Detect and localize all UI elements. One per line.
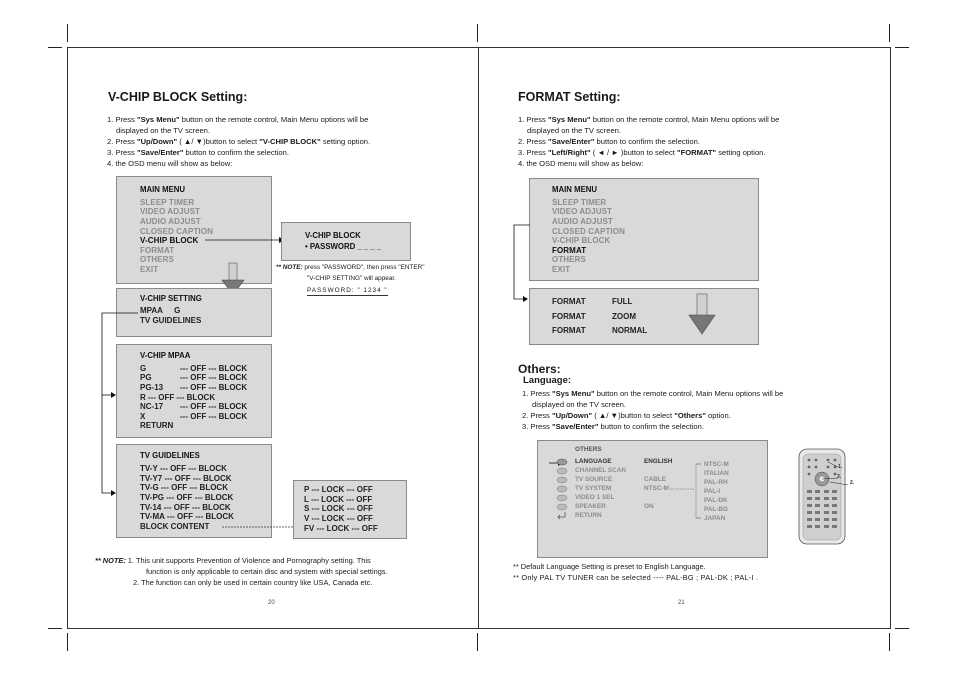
password-field[interactable]: • PASSWORD _ _ _ _ [305, 242, 382, 251]
others-step-3: 3. Press "Save/Enter" button to confirm the selection. [522, 422, 704, 431]
menu-item-vchip-block[interactable]: V-CHIP BLOCK [552, 236, 611, 245]
arrow-right-icon [205, 236, 285, 246]
format-row-value[interactable]: NORMAL [612, 326, 648, 335]
others-menu-title: OTHERS [575, 446, 602, 453]
lock-row[interactable]: S --- LOCK --- OFF [304, 504, 373, 513]
vchip-step-1b: displayed on the TV screen. [116, 126, 210, 135]
menu-item-vchip-block[interactable]: V-CHIP BLOCK [140, 236, 199, 245]
others-title: Others: [518, 362, 561, 376]
remote-label-2: 2. [850, 480, 855, 486]
mpaa-row-value: --- OFF --- BLOCK [180, 364, 248, 373]
crop-mark [48, 628, 62, 629]
vchip-title: V-CHIP BLOCK Setting: [108, 90, 248, 104]
menu-item-closed-caption[interactable]: CLOSED CAPTION [552, 227, 625, 236]
mpaa-row-value: --- OFF --- BLOCK [180, 383, 248, 392]
others-value-language: ENGLISH [644, 458, 673, 465]
down-arrow-icon [689, 294, 715, 334]
main-menu-title: MAIN MENU [140, 185, 186, 194]
vchip-setting-title: V-CHIP SETTING [140, 294, 202, 303]
tv-guideline-row[interactable]: TV-MA --- OFF --- BLOCK [140, 512, 234, 521]
format-title: FORMAT Setting: [518, 90, 621, 104]
tv-system-option[interactable]: PAL-I [704, 488, 721, 495]
remote-label-1: 1. [838, 464, 843, 470]
crop-mark [889, 633, 890, 651]
menu-item-closed-caption[interactable]: CLOSED CAPTION [140, 227, 213, 236]
lock-row[interactable]: V --- LOCK --- OFF [304, 514, 373, 523]
tv-guidelines-title: TV GUIDELINES [140, 451, 200, 460]
page-number-left: 20 [268, 600, 275, 606]
others-item-language[interactable]: LANGUAGE [575, 458, 612, 465]
crop-mark [889, 24, 890, 42]
format-row-label[interactable]: FORMAT [552, 312, 586, 321]
popup-note-line1: press "PASSWORD", then press "ENTER" [304, 264, 425, 271]
mpaa-return[interactable]: RETURN [140, 421, 174, 430]
vchip-setting-tv-guidelines[interactable]: TV GUIDELINES [140, 316, 202, 325]
popup-note-password: PASSWORD: " 1234 " [307, 287, 388, 294]
crop-mark [477, 633, 478, 651]
crop-mark [48, 47, 62, 48]
crop-mark [477, 24, 478, 42]
lock-row[interactable]: L --- LOCK --- OFF [304, 495, 373, 504]
others-item-tv-source[interactable]: TV SOURCE [575, 476, 613, 483]
tv-guideline-row[interactable]: TV-PG --- OFF --- BLOCK [140, 493, 234, 502]
tv-system-bracket [670, 462, 704, 522]
bottom-note-line3: 2. The function can only be used in certain country like USA, Canada etc. [133, 578, 373, 587]
format-step-3: 3. Press "Left/Right" ( ◄ / ► )button to select "FORMAT" setting option. [518, 148, 766, 157]
vchip-popup-title: V-CHIP BLOCK [305, 231, 361, 240]
popup-note-line2: "V-CHIP SETTING" will appear. [307, 275, 396, 282]
format-step-1: 1. Press "Sys Menu" button on the remote control, Main Menu options will be [518, 115, 780, 124]
tv-guideline-row[interactable]: TV-14 --- OFF --- BLOCK [140, 503, 231, 512]
block-content-row[interactable]: BLOCK CONTENT [140, 522, 210, 531]
menu-item-audio-adjust[interactable]: AUDIO ADJUST [140, 217, 201, 226]
main-menu-title-right: MAIN MENU [552, 185, 598, 194]
tv-system-option[interactable]: PAL-DK [704, 497, 728, 504]
option-icons [556, 458, 568, 538]
menu-item-others[interactable]: OTHERS [140, 255, 174, 264]
others-item-return[interactable]: RETURN [575, 512, 602, 519]
bottom-note: ** NOTE: 1. This unit supports Prevention of Violence and Pornography setting. This [95, 556, 371, 565]
others-value-tv-system: NTSC-M [644, 485, 669, 492]
menu-item-sleep-timer[interactable]: SLEEP TIMER [140, 198, 195, 207]
note-default-language: ** Default Language Setting is preset to English Language. [513, 562, 706, 571]
lock-row[interactable]: P --- LOCK --- OFF [304, 485, 373, 494]
format-step-2: 2. Press "Save/Enter" button to confirm the selection. [518, 137, 700, 146]
format-row-label[interactable]: FORMAT [552, 326, 586, 335]
others-step-2: 2. Press "Up/Down" ( ▲/ ▼)button to select "Others" option. [522, 411, 731, 420]
mpaa-row-value: --- OFF --- BLOCK [180, 373, 248, 382]
others-item-tv-system[interactable]: TV SYSTEM [575, 485, 612, 492]
vchip-step-2: 2. Press "Up/Down" ( ▲/ ▼)button to select "V-CHIP BLOCK" setting option. [107, 137, 371, 146]
menu-item-audio-adjust[interactable]: AUDIO ADJUST [552, 217, 613, 226]
lock-row[interactable]: FV --- LOCK --- OFF [304, 524, 378, 533]
format-row-value[interactable]: FULL [612, 297, 633, 306]
format-step-1b: displayed on the TV screen. [527, 126, 621, 135]
menu-item-video-adjust[interactable]: VIDEO ADJUST [140, 207, 201, 216]
tv-guideline-row[interactable]: TV-G --- OFF --- BLOCK [140, 483, 228, 492]
menu-item-others[interactable]: OTHERS [552, 255, 586, 264]
mpaa-row-label[interactable]: X [140, 412, 146, 421]
crop-mark [67, 633, 68, 651]
menu-item-format[interactable]: FORMAT [552, 246, 587, 255]
others-step-1b: displayed on the TV screen. [532, 400, 626, 409]
others-value-speaker: ON [644, 503, 654, 510]
vchip-step-3: 3. Press "Save/Enter" button to confirm the selection. [107, 148, 289, 157]
menu-item-sleep-timer[interactable]: SLEEP TIMER [552, 198, 607, 207]
format-row-label[interactable]: FORMAT [552, 297, 586, 306]
page-number-right: 21 [678, 600, 685, 606]
menu-item-format[interactable]: FORMAT [140, 246, 175, 255]
tv-system-option[interactable]: JAPAN [704, 515, 726, 522]
language-title: Language: [523, 375, 572, 386]
remote-control-icon [798, 448, 850, 546]
menu-item-exit[interactable]: EXIT [140, 265, 159, 274]
mpaa-row-label[interactable]: R --- OFF --- BLOCK [140, 393, 216, 402]
menu-item-exit[interactable]: EXIT [552, 265, 571, 274]
note-pal-tuner: ** Only PAL TV TUNER can be selected ---- PAL-BG ; PAL-DK ; PAL-I . [513, 573, 759, 582]
format-row-value[interactable]: ZOOM [612, 312, 636, 321]
mpaa-row-label[interactable]: G [140, 364, 147, 373]
mpaa-row-value: --- OFF --- BLOCK [180, 402, 248, 411]
remote-label-3: 3. [837, 474, 842, 480]
vchip-setting-mpaa[interactable]: MPAA G [140, 306, 181, 315]
dashed-connector [222, 526, 302, 530]
vchip-step-4: 4. the OSD menu will show as below: [107, 159, 233, 168]
popup-note: ** NOTE: press "PASSWORD", then press "ENTER" [276, 264, 425, 271]
crop-mark [895, 628, 909, 629]
tv-guideline-row[interactable]: TV-Y --- OFF --- BLOCK [140, 464, 227, 473]
others-value-tv-source: CABLE [644, 476, 667, 483]
others-item-channel-scan[interactable]: CHANNEL SCAN [575, 467, 627, 474]
bottom-note-line1: 1. This unit supports Prevention of Violence and Pornography setting. This [127, 556, 371, 565]
others-step-1: 1. Press "Sys Menu" button on the remote control, Main Menu options will be [522, 389, 784, 398]
crop-mark [895, 47, 909, 48]
tv-system-option[interactable]: NTSC-M [704, 461, 729, 468]
mpaa-row-value: --- OFF --- BLOCK [180, 412, 248, 421]
others-item-speaker[interactable]: SPEAKER [575, 503, 606, 510]
mpaa-row-label[interactable]: NC-17 [140, 402, 164, 411]
vchip-step-1: 1. Press "Sys Menu" button on the remote control, Main Menu options will be [107, 115, 369, 124]
tv-guideline-row[interactable]: TV-Y7 --- OFF --- BLOCK [140, 474, 232, 483]
menu-item-video-adjust[interactable]: VIDEO ADJUST [552, 207, 613, 216]
vchip-mpaa-title: V-CHIP MPAA [140, 351, 191, 360]
mpaa-row-label[interactable]: PG-13 [140, 383, 164, 392]
others-item-video1-sel[interactable]: VIDEO 1 SEL [575, 494, 615, 501]
format-step-4: 4. the OSD menu will show as below: [518, 159, 644, 168]
tv-system-option[interactable]: ITALIAN [704, 470, 729, 477]
crop-mark [67, 24, 68, 42]
tv-system-option[interactable]: PAL-RH [704, 479, 728, 486]
mpaa-row-label[interactable]: PG [140, 373, 152, 382]
tv-system-option[interactable]: PAL-BG [704, 506, 729, 513]
bottom-note-line2: function is only applicable to certain disc and system with special settings. [146, 567, 388, 576]
